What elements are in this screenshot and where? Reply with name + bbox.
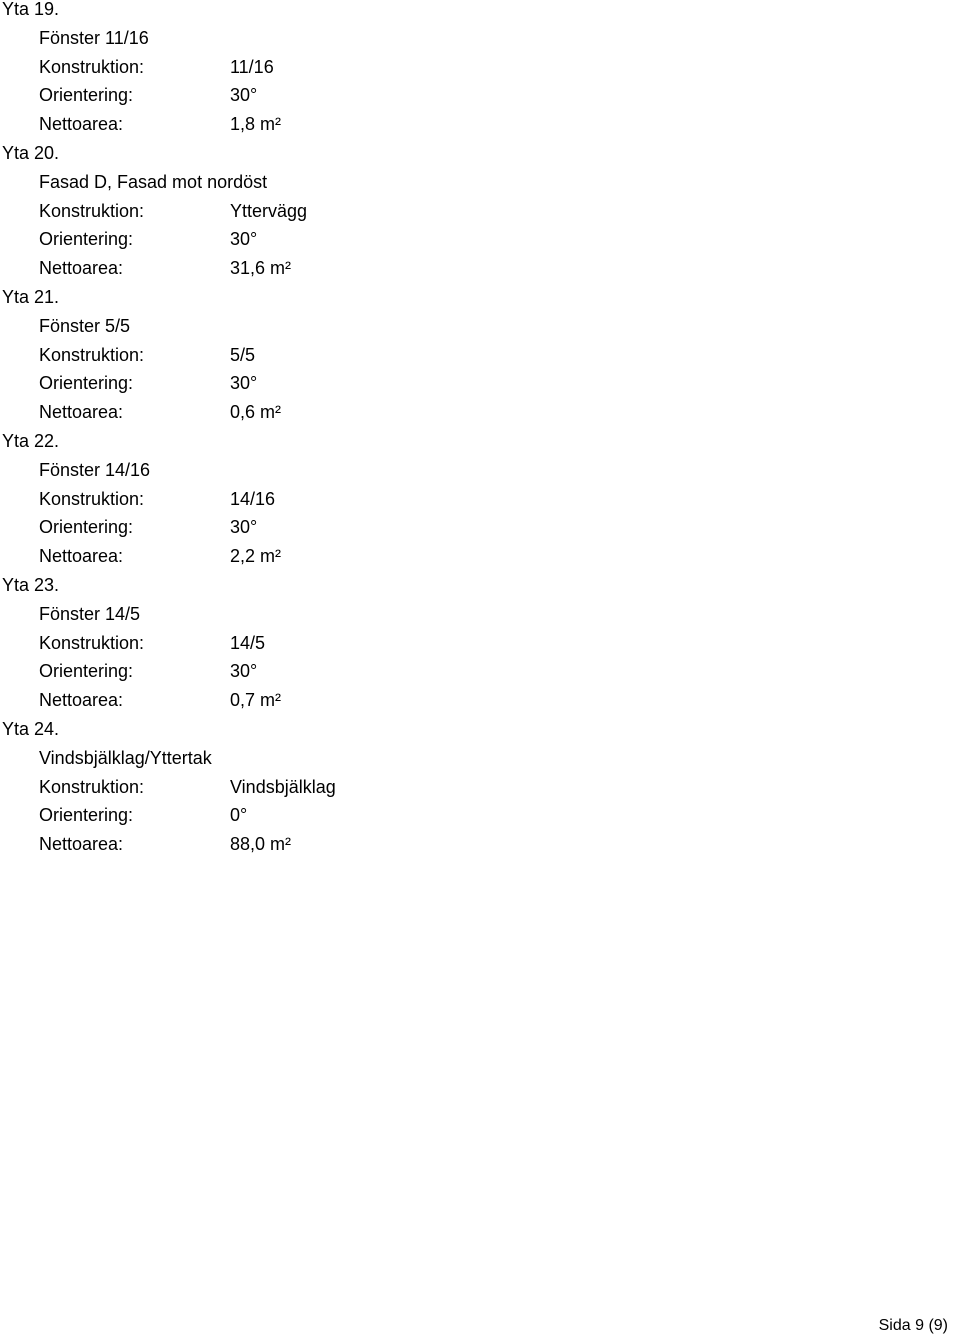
property-row (0, 542, 960, 571)
property-row (0, 773, 960, 802)
property-label: Orientering: (39, 373, 134, 394)
property-label: Orientering: (39, 661, 134, 682)
property-row (0, 398, 960, 427)
property-label: Orientering: (39, 85, 134, 106)
surface-block (0, 427, 960, 571)
property-value: 14/5 (230, 632, 266, 653)
property-value: Yttervägg (230, 200, 308, 221)
property-label: Nettoarea: (39, 258, 124, 279)
property-label: Orientering: (39, 517, 134, 538)
property-value: 88,0 m² (230, 834, 292, 855)
property-value: 31,6 m² (230, 258, 292, 279)
property-row (0, 197, 960, 226)
surface-heading: Yta 19. (2, 0, 60, 19)
property-label: Orientering: (39, 229, 134, 250)
property-row (0, 686, 960, 715)
surface-heading: Yta 21. (2, 286, 60, 307)
property-value: 30° (230, 661, 258, 682)
property-row (0, 830, 960, 859)
property-label: Nettoarea: (39, 546, 124, 567)
property-value: 0,7 m² (230, 690, 282, 711)
property-value: 0,6 m² (230, 402, 282, 423)
property-label: Konstruktion: (39, 344, 145, 365)
surface-name: Fönster 11/16 (39, 27, 149, 48)
surface-block (0, 283, 960, 427)
property-value: Vindsbjälklag (230, 776, 336, 797)
property-row (0, 513, 960, 542)
property-value: 11/16 (230, 56, 274, 77)
surface-name: Fasad D, Fasad mot nordöst (39, 171, 268, 192)
surface-name: Vindsbjälklag/Yttertak (39, 747, 212, 768)
property-row (0, 801, 960, 830)
property-label: Nettoarea: (39, 690, 124, 711)
property-row (0, 110, 960, 139)
property-label: Orientering: (39, 805, 134, 826)
property-value: 2,2 m² (230, 546, 282, 567)
property-label: Konstruktion: (39, 632, 145, 653)
property-label: Konstruktion: (39, 488, 145, 509)
property-value: 1,8 m² (230, 114, 282, 135)
surface-block (0, 139, 960, 283)
surface-block (0, 571, 960, 715)
surface-heading: Yta 24. (2, 718, 60, 739)
property-row (0, 81, 960, 110)
property-value: 14/16 (230, 488, 276, 509)
property-row (0, 341, 960, 370)
surface-heading: Yta 23. (2, 574, 60, 595)
property-row (0, 629, 960, 658)
property-value: 30° (230, 517, 258, 538)
surface-heading: Yta 22. (2, 430, 60, 451)
property-value: 0° (230, 805, 248, 826)
property-value: 5/5 (230, 344, 256, 365)
property-label: Konstruktion: (39, 200, 145, 221)
surface-name: Fönster 14/16 (39, 459, 151, 480)
property-label: Nettoarea: (39, 114, 124, 135)
property-label: Konstruktion: (39, 56, 145, 77)
property-label: Konstruktion: (39, 776, 145, 797)
property-label: Nettoarea: (39, 402, 124, 423)
property-row (0, 53, 960, 82)
surface-name: Fönster 5/5 (39, 315, 131, 336)
surface-name: Fönster 14/5 (39, 603, 141, 624)
property-row (0, 657, 960, 686)
property-row (0, 225, 960, 254)
surface-heading: Yta 20. (2, 142, 60, 163)
property-row (0, 369, 960, 398)
property-row (0, 485, 960, 514)
property-label: Nettoarea: (39, 834, 124, 855)
property-value: 30° (230, 229, 258, 250)
property-value: 30° (230, 373, 258, 394)
surface-block (0, 0, 960, 139)
property-row (0, 254, 960, 283)
page-number: Sida 9 (9) (878, 1317, 948, 1334)
property-value: 30° (230, 85, 258, 106)
surface-block (0, 715, 960, 859)
